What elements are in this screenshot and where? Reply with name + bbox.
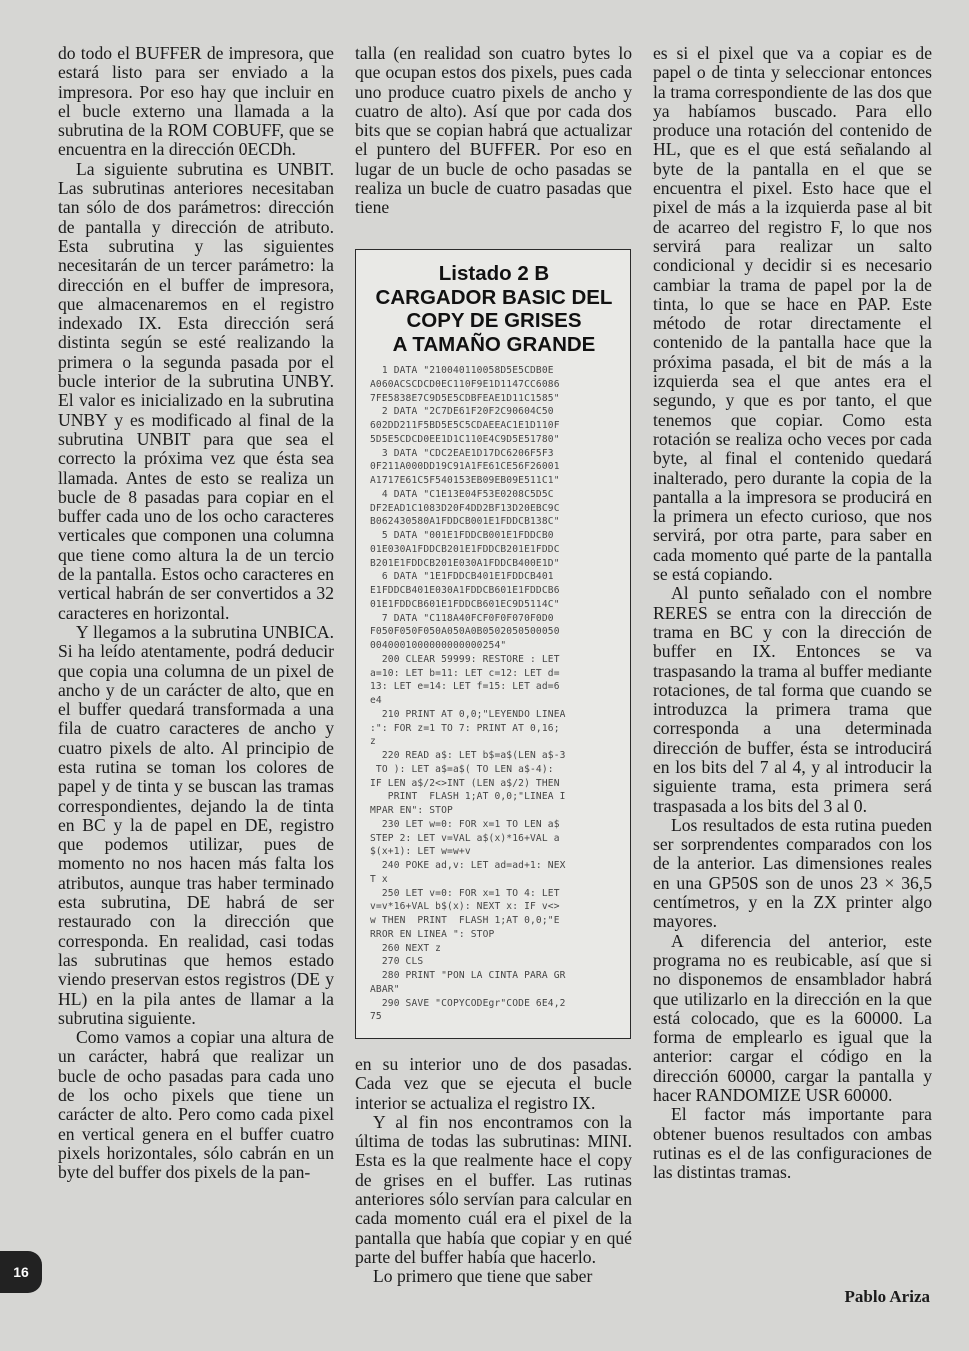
author-signature: Pablo Ariza [844,1287,930,1306]
code-line: 13: LET e=14: LET f=15: LET ad=6 [370,681,560,693]
code-line: RROR EN LINEA ": STOP [370,928,495,940]
code-line: 602DD211F5BD5E5C5CDAEEAC1E1D110F [370,420,560,431]
code-line: A1717E61C5F540153EB09EB09E511C1" [370,475,560,486]
listing-title-line: COPY DE GRISES [406,309,582,332]
paragraph: talla (en realidad son cuatro bytes lo que ocupan estos dos pixels, pues cada uno produce cuatro pixels de ancho y cuatro de alto). Así que por cada dos bits que se copian habrá que actualizar el puntero del BUFFER. Por eso en lugar de un bucle de ocho pasadas se realiza un bucle de cuatro pasadas que tiene [355,43,632,218]
code-line: 0F211A000DD19C91A1FE61CE56F26001 [370,461,560,473]
paragraph: A diferencia del anterior, este programa no es reubicable, así que si no disponemos de ensamblador habrá que utilizarlo en la dirección en la que está colocado, que es la 60000. La forma de emplearlo es igual que la anterior: cargar el código en la dirección 60000, cargar la pantalla y hacer RANDOMIZE USR 60000. [653,930,932,1106]
code-line: 5D5E5CDCD0EE1D1C110E4C9D5E51780" [370,433,560,445]
code-line: PRINT FLASH 1;AT 0,0;"LINEA I [370,791,566,803]
code-line: :": FOR z=1 TO 7: PRINT AT 0,16; [370,722,560,734]
paragraph: en su interior uno de dos pasadas. Cada vez que se ejecuta el bucle interior se actualiza el registro IX. [355,1054,632,1113]
code-line: 5 DATA "001E1FDDCB001E1FDDCB0 [370,530,554,541]
listing-title-line: CARGADOR BASIC DEL [375,285,613,309]
code-line: DF2EAD1C1083D20F4DD2BF13D20EBC9C [370,502,560,514]
code-line: 280 PRINT "PON LA CINTA PARA GR [370,970,566,981]
code-line: T x [370,873,388,885]
paragraph: Lo primero que tiene que saber [373,1266,593,1287]
code-line: TO ): LET a$=a$( TO LEN a$-4): [370,763,554,775]
code-line: v=v*16+VAL b$(x): NEXT x: IF v<> [370,901,560,913]
paragraph: Los resultados de esta rutina pueden ser sorprendentes comparados con los de la anterior. Las dimensiones reales en una GP50S son de unos 23 × 36,5 centímetros, y en la ZX printer algo mayores. [653,814,932,932]
code-line: A060ACSCDCD0EC110F9E1D1147CC6086 [370,378,560,390]
code-line: 4 DATA "C1E13E04F53E0208C5D5C [370,488,554,500]
code-line: 220 READ a$: LET b$=a$(LEN a$-3 [370,750,566,761]
paragraph: La siguiente subrutina es UNBIT. Las subrutinas anteriores necesitaban tan sólo de dos parámetros: dirección de pantalla y dirección de atributo. Esta subrutina y las siguientes necesitarán de un tercer parámetro: la dirección en el buffer de impresora, que almacenaremos en el registro indexado IX. Esta dirección será distinta según se esté realizando la primera o la segunda pasada por el bucle interior de la subrutina UNBY. El valor es inicializado en la subrutina UNBY y es modificado al final de la subrutina UNBIT para que sea el correcto la próxima vez que ésta sea llamada. Antes de esto se realiza un bucle de 8 pasadas para copiar en el buffer cada uno de los ocho caracteres verticales que componen una columna que tiene como altura la de un tercio de la pantalla. Estos ocho caracteres en vertical habrán de ser convertidos a 32 caracteres en horizontal. [58,158,334,623]
paragraph: Y al fin nos encontramos con la última de todas las subrutinas: MINI. Esta es la que realmente hace el copy de grises en el buffer. Las rutinas anteriores sólo servían para calcular en cada momento cuál era el pixel de la pantalla que había que copiar y en qué parte del buffer había que hacerlo. [355,1111,632,1267]
code-line: 75 [370,1011,382,1023]
code-line: 260 NEXT z [370,942,442,954]
code-line: STEP 2: LET v=VAL a$(x)*16+VAL a [370,832,560,844]
paragraph: do todo el BUFFER de impresora, que estará listo para ser enviado a la impresora. Por eso hay que incluir en el bucle externo una llamada a la subrutina de la ROM COBUFF, que se encuentra en la dirección 0ECDh. [58,43,334,160]
code-line: ABAR" [370,983,400,995]
code-line: a=10: LET b=11: LET c=12: LET d= [370,667,560,679]
paragraph: Al punto señalado con el nombre RERES se entra con la dirección de trama en BC y con la dirección de buffer en IX. Entonces se va traspasando la trama al buffer mediante rotaciones, de tal forma que cuando se introduzca la primera trama que corresponda a una determinada dirección de buffer, ésta se introducirá en los bits del 7 al 4, y al introducir la siguiente trama, esta primera será traspasada a los bits del 3 al 0. [653,583,932,816]
code-line: MPAR EN": STOP [370,805,453,816]
code-line: E1FDDCB401E030A1FDDCB601E1FDDCB6 [370,585,560,596]
text-column-2-bottom [355,1055,632,1287]
paragraph: es si el pixel que va a copiar es de papel o de tinta y seleccionar entonces la trama correspondiente de las dos que ya habíamos buscado. Para ello produce una rotación del contenido de HL, que es el que está señalando al byte de la pantalla en el que se encuentra el pixel. Esto hace que el pixel de más a la izquierda pase al bit de acarreo del registro F, lo que nos servirá para realizar un salto condicional y decidir si es necesario cambiar la trama de papel por la de tinta, lo que se hace en PAP. Este método de rotar directamente el contenido de la pantalla hace que la próxima pasada, el bit de más a la izquierda sea el que antes era el segundo, y que es por tanto, el que tenemos que copiar. Como esta rotación se realiza ocho veces por cada byte, al final el contenido quedará inalterado, pero durante la copia de la pantalla a la impresora se producirá en la primera un efecto curioso, que nos servirá, por otra parte, para saber en cada momento qué parte de la pantalla se está copiando. [653,43,932,585]
code-line: 3 DATA "CDC2EAE1D17DC6206F5F3 [370,447,554,459]
code-listing-box [355,249,631,1039]
code-line: 6 DATA "1E1FDDCB401E1FDDCB401 [370,571,554,583]
code-line: 250 LET v=0: FOR x=1 TO 4: LET [370,887,560,899]
code-line: B062430580A1FDDCB001E1FDDCB138C" [370,516,560,528]
code-line: 7FE5838E7C9D5E5CDBFEAE1D11C1585" [370,392,560,404]
code-line: e4 [370,695,382,706]
text-column-3 [653,44,932,1183]
listing-title-line: A TAMAÑO GRANDE [392,332,596,356]
code-line: 01E1FDDCB601E1FDDCB601EC9D5114C" [370,598,560,610]
code-lines [370,364,618,1024]
code-line: w THEN PRINT FLASH 1;AT 0,0;"E [370,915,560,926]
text-column-2-top [355,44,632,218]
code-line: 230 LET w=0: FOR x=1 TO LEN a$ [370,818,560,830]
code-line: 7 DATA "C118A40FCF0F0F070F0D0 [370,612,554,624]
code-line: B201E1FDDCB201E030A1FDDCB400E1D" [370,557,560,569]
listing-title-line: Listado 2 B [438,262,550,285]
code-line: IF LEN a$/2<>INT (LEN a$/2) THEN [370,777,560,789]
paragraph: Como vamos a copiar una altura de un carácter, habrá que realizar un bucle de ocho pasadas para cada uno de los ocho pixels que tiene un carácter de alto. Pero como cada pixel en vertical genera en el buffer cuatro pixels horizontales, sólo cabrán en un byte del buffer dos pixels de la pan- [58,1027,334,1183]
code-line: 01E030A1FDDCB201E1FDDCB201E1FDDC [370,543,560,555]
page-number-tab: 16 [0,1251,42,1293]
code-line: 240 POKE ad,v: LET ad=ad+1: NEX [370,860,566,871]
paragraph: El factor más importante para obtener buenos resultados con ambas rutinas es el de las configuraciones de las distintas tramas. [653,1104,932,1183]
listing-title [370,262,618,356]
code-line: z [370,736,376,748]
code-line: 0040001000000000000254" [370,640,507,651]
code-line: 1 DATA "210040110058D5E5CDB0E [370,365,554,376]
paragraph: Y llegamos a la subrutina UNBICA. Si ha leído atentamente, podrá deducir que copia una columna de un pixel de ancho y de un carácter de alto, que en el buffer quedará transformada a una fila de cuatro caracteres de ancho y cuatro pixels de alto. Al principio de esta rutina se toman los colores de papel y de tinta y se buscan las tramas correspondientes, dejando la de tinta en BC y la de papel en DE, registro que podemos utilizar, pues de momento no nos hacen más falta los atributos, aunque tras haber terminado esta subrutina, DE habrá de ser restaurado con la dirección que corresponda. En realidad, casi todas las subrutinas que hemos estado viendo preservan estos registros (DE y HL) en la pila antes de llamar a la subrutina siguiente. [58,621,334,1028]
text-column-1 [58,44,334,1183]
code-line: 290 SAVE "COPYCODEgr"CODE 6E4,2 [370,997,566,1009]
code-line: 200 CLEAR 59999: RESTORE : LET [370,653,560,665]
code-line: F050F050F050A050A0B0502050500050 [370,626,560,638]
code-line: 2 DATA "2C7DE61F20F2C90604C50 [370,406,554,418]
code-line: 210 PRINT AT 0,0;"LEYENDO LINEA [370,708,566,720]
code-line: 270 CLS [370,956,424,968]
code-line: $(x+1): LET w=w+v [370,846,471,858]
